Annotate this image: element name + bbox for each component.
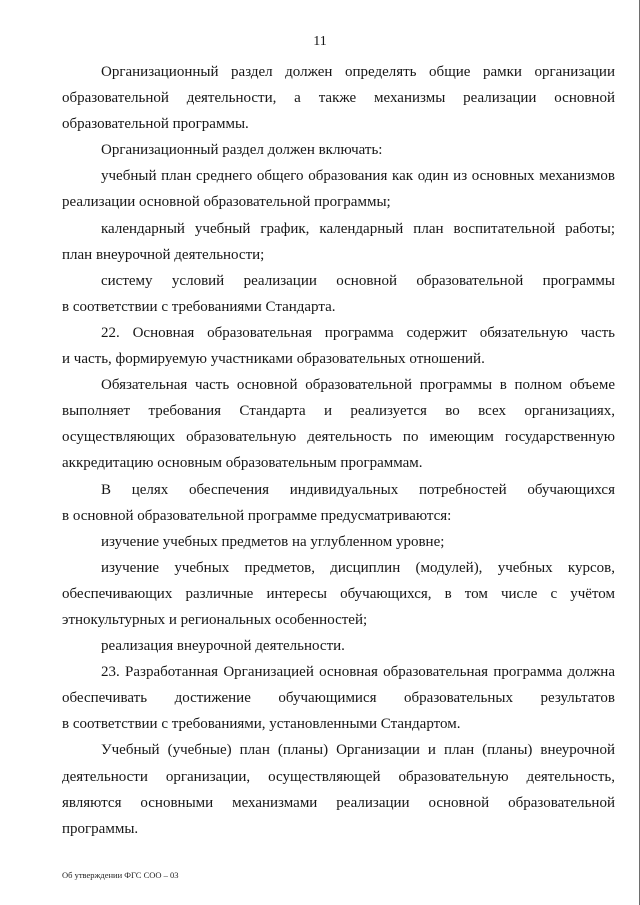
text-line: реализации основной образовательной программы; [62, 194, 391, 211]
text-line: план внеурочной деятельности; [62, 246, 265, 263]
paragraph [62, 216, 615, 268]
paragraph [62, 555, 615, 633]
paragraph [62, 659, 615, 737]
text-line: осуществляющих образовательную деятельность по имеющим государственную [62, 429, 615, 446]
text-line: В целях обеспечения индивидуальных потребностей обучающихся [101, 481, 615, 498]
text-line: Учебный (учебные) план (планы) Организации и план (планы) внеурочной [101, 742, 615, 759]
paragraph [62, 320, 615, 372]
text-line: образовательной деятельности, а также механизмы реализации основной [62, 90, 615, 107]
text-line: обеспечивать достижение обучающимися образовательных результатов [62, 690, 615, 707]
text-line: аккредитацию основным образовательным программам. [62, 455, 423, 472]
text-line: учебный план среднего общего образования как один из основных механизмов [101, 168, 615, 185]
text-line: в соответствии с требованиями, установленными Стандартом. [62, 716, 461, 733]
text-line: календарный учебный график, календарный план воспитательной работы; [101, 220, 615, 237]
paragraph [62, 529, 615, 555]
paragraph [62, 633, 615, 659]
text-line: Обязательная часть основной образовательной программы в полном объеме [101, 377, 615, 394]
paragraph [62, 163, 615, 215]
text-line: в основной образовательной программе предусматриваются: [62, 507, 452, 524]
text-line: являются основными механизмами реализации основной образовательной [62, 794, 615, 811]
text-line: реализация внеурочной деятельности. [101, 638, 345, 655]
text-line: программы. [62, 820, 139, 837]
text-line: Организационный раздел должен определять общие рамки организации [101, 64, 615, 80]
text-line: в соответствии с требованиями Стандарта. [62, 298, 336, 315]
text-line: Организационный раздел должен включать: [101, 142, 383, 159]
text-line: деятельности организации, осуществляющей образовательную деятельность, [62, 768, 615, 785]
text-line: выполняет требования Стандарта и реализуется во всех организациях, [62, 403, 615, 420]
paragraph [62, 268, 615, 320]
paragraph [62, 477, 615, 529]
paragraph [62, 372, 615, 476]
text-line: изучение учебных предметов на углубленном уровне; [101, 533, 445, 550]
document-body [62, 59, 615, 842]
text-line: 22. Основная образовательная программа содержит обязательную часть [101, 324, 615, 341]
page-number: 11 [313, 34, 327, 49]
text-line: изучение учебных предметов, дисциплин (модулей), учебных курсов, [101, 559, 615, 576]
text-line: систему условий реализации основной образовательной программы [101, 272, 615, 289]
paragraph [62, 137, 615, 163]
text-line: обеспечивающих различные интересы обучающихся, в том числе с учётом [62, 585, 615, 602]
footer-document-title: Об утверждении ФГС СОО – 03 [62, 870, 179, 880]
paragraph [62, 737, 615, 841]
text-line: образовательной программы. [62, 116, 249, 133]
text-line: и часть, формируемую участниками образовательных отношений. [62, 351, 485, 368]
paragraph [62, 59, 615, 137]
text-line: этнокультурных и региональных особенностей; [62, 611, 368, 628]
text-line: 23. Разработанная Организацией основная образовательная программа должна [101, 664, 615, 681]
